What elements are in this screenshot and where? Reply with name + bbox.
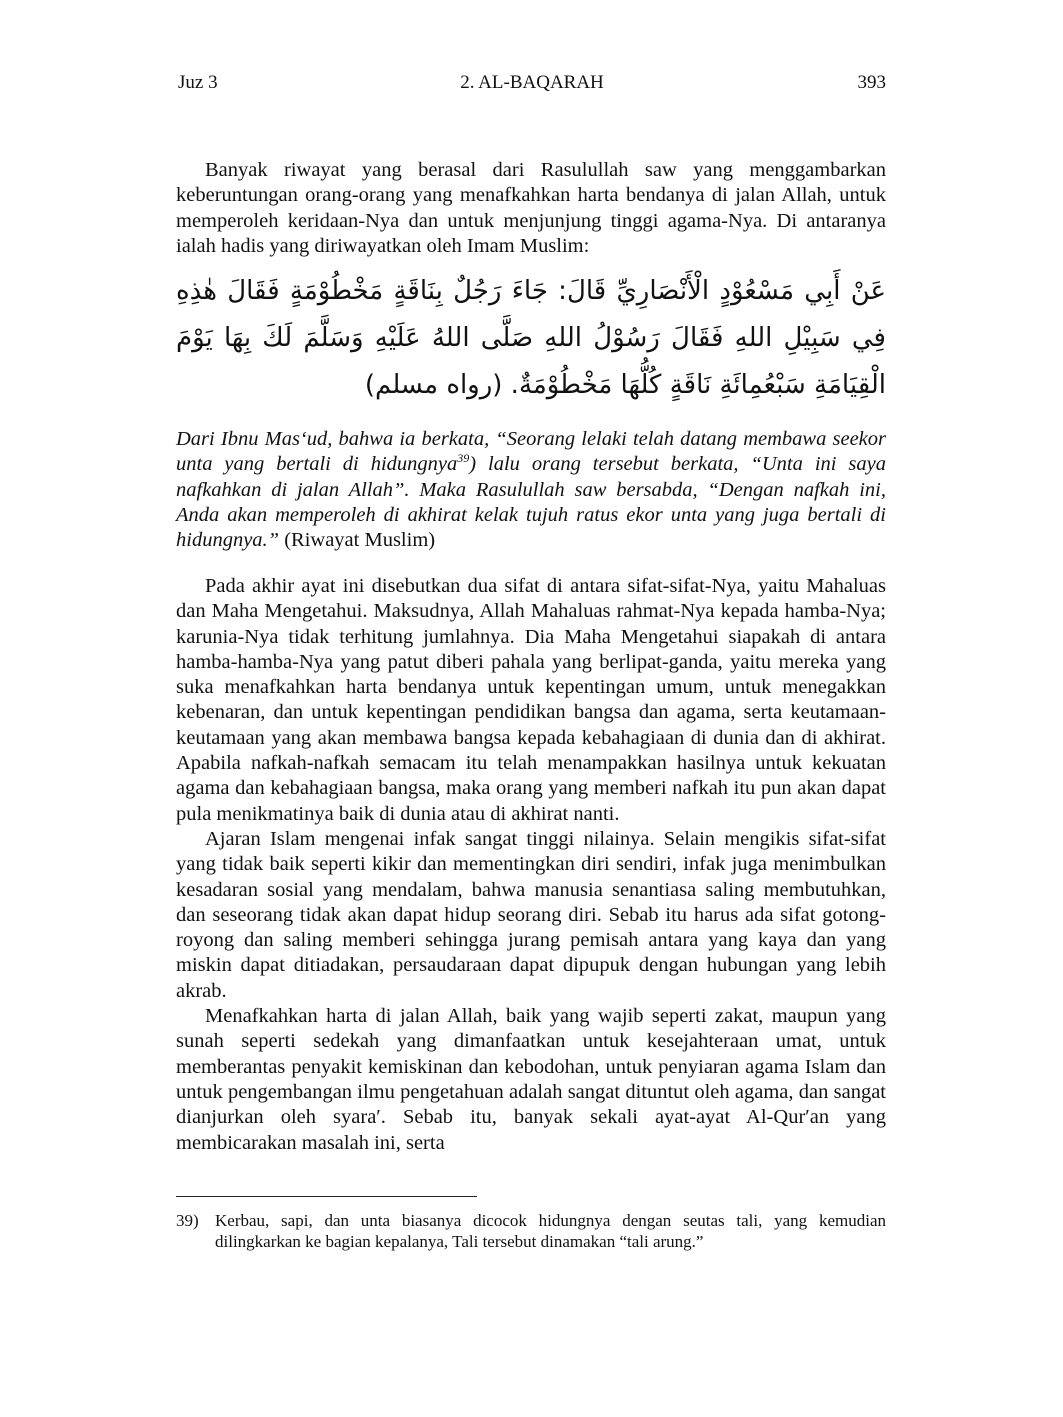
juz-label: Juz 3 xyxy=(178,72,218,93)
footnote xyxy=(176,1210,886,1252)
hadith-translation xyxy=(176,427,886,553)
footnote-text: Kerbau, sapi, dan unta biasanya dicocok hidungnya dengan seutas tali, yang kemudian dilingkarkan ke bagian kepalanya, Tali tersebut dinamakan “tali arung.” xyxy=(215,1211,886,1251)
body-paragraph: Menafkahkan harta di jalan Allah, baik yang wajib seperti zakat, maupun yang sunah seperti sedekah yang dimanfaatkan untuk kesejahteraan umat, untuk memberantas penyakit kemiskinan dan kebodohan, untuk penyiaran agama Islam dan untuk pengembangan ilmu pengetahuan adalah sangat dituntut oleh agama, dan sangat dianjurkan oleh syara′. Sebab itu, banyak sekali ayat-ayat Al-Qur′an yang membicarakan masalah ini, serta xyxy=(176,1005,886,1154)
intro-section xyxy=(176,158,886,259)
translation-text-2: ) lalu orang tersebut berkata, “Unta ini saya nafkahkan di jalan Allah”. Maka Rasulullah saw bersabda, “Dengan nafkah ini, Anda akan memperoleh di akhirat kelak tujuh ratus ekor unta yang juga bertali di hidungnya.” xyxy=(176,453,886,552)
footnote-reference[interactable]: 39 xyxy=(457,451,470,466)
surah-title: 2. AL-BAQARAH xyxy=(460,72,604,93)
footnote-number: 39) xyxy=(176,1211,199,1230)
body-paragraph: Ajaran Islam mengenai infak sangat tinggi nilainya. Selain mengikis sifat-sifat yang tidak baik seperti kikir dan mementingkan diri sendiri, infak juga menimbulkan kesadaran sosial yang mendalam, bahwa manusia senantiasa saling membutuhkan, dan seseorang tidak akan dapat hidup seorang diri. Sebab itu harus ada sifat gotong-royong dan saling memberi sehingga jurang pemisah antara yang kaya dan yang miskin dapat ditiadakan, persaudaraan dapat dipupuk dengan hubungan yang lebih akrab. xyxy=(176,827,886,1002)
main-body xyxy=(176,574,886,1156)
translation-text-1: Dari Ibnu Mas‘ud, bahwa ia berkata, “Seorang lelaki telah datang membawa seekor unta yang bertali di hidungnya xyxy=(176,428,886,476)
intro-paragraph: Banyak riwayat yang berasal dari Rasulullah saw yang menggambarkan keberuntungan orang-orang yang menafkahkan harta bendanya di jalan Allah, untuk memperoleh keridaan-Nya dan untuk menjunjung tinggi agama-Nya. Di antaranya ialah hadis yang diriwayatkan oleh Imam Muslim: xyxy=(176,159,886,257)
body-paragraph: Pada akhir ayat ini disebutkan dua sifat di antara sifat-sifat-Nya, yaitu Mahaluas dan Maha Mengetahui. Maksudnya, Allah Mahaluas rahmat-Nya kepada hamba-Nya; karunia-Nya tidak terhitung jumlahnya. Dia Maha Mengetahui siapakah di antara hamba-hamba-Nya yang patut diberi pahala yang berlipat-ganda, yaitu mereka yang suka menafkahkan harta bendanya untuk kepentingan umum, untuk menegakkan kebenaran, dan untuk kepentingan pendidikan bangsa dan agama, serta keutamaan-keutamaan yang akan membawa bangsa kepada kebahagiaan di dunia dan di akhirat. Apabila nafkah-nafkah semacam itu telah menampakkan hasilnya untuk kekuatan agama dan kebahagiaan bangsa, maka orang yang memberi nafkah itu pun akan dapat pula menikmatinya baik di dunia atau di akhirat nanti. xyxy=(176,575,886,825)
arabic-hadith: عَنْ أَبِي مَسْعُوْدٍ الْأَنْصَارِيِّ قَالَ: جَاءَ رَجُلٌ بِنَاقَةٍ مَخْطُوْمَةٍ فَقَالَ هٰذِهِ فِي سَبِيْلِ اللهِ فَقَالَ رَسُوْلُ اللهِ صَلَّى اللهُ عَلَيْهِ وَسَلَّمَ لَكَ بِهَا يَوْمَ الْقِيَامَةِ سَبْعُمِائَةِ نَاقَةٍ كُلُّهَا مَخْطُوْمَةٌ. (رواه مسلم) xyxy=(176,276,886,400)
page-number: 393 xyxy=(857,72,886,93)
translation-source: (Riwayat Muslim) xyxy=(279,529,436,552)
page-header xyxy=(178,72,886,98)
footnote-divider xyxy=(176,1196,477,1197)
